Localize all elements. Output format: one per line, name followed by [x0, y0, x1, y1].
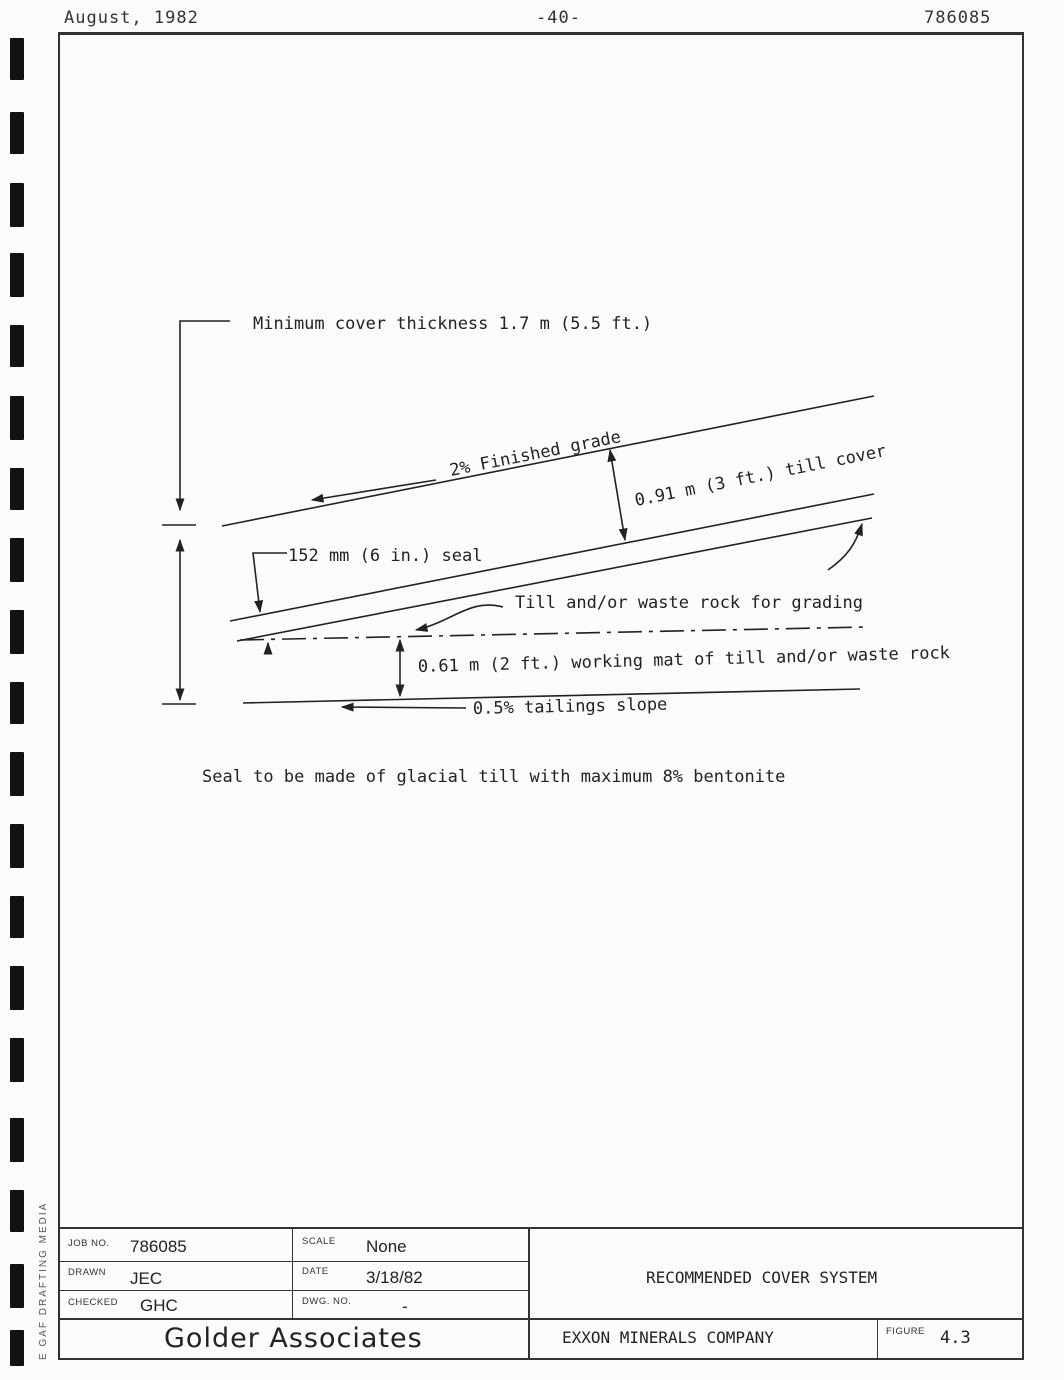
firm-name: Golder Associates: [164, 1323, 423, 1354]
min-cover-label: Minimum cover thickness 1.7 m (5.5 ft.): [253, 314, 653, 334]
figure-number: 4.3: [940, 1328, 971, 1348]
drawn-value: JEC: [130, 1269, 163, 1288]
dwg-no-value: -: [402, 1297, 408, 1316]
seal-bottom-line: [237, 518, 872, 641]
tailings-slope-label: 0.5% tailings slope: [472, 694, 668, 719]
seal-note: Seal to be made of glacial till with maximum 8% bentonite: [202, 767, 786, 787]
seal-leader: [253, 553, 287, 612]
scale-value: None: [366, 1237, 407, 1256]
title-block-divider: [528, 1229, 530, 1358]
checked-label: CHECKED: [68, 1297, 118, 1308]
grading-fill-base-line: [240, 627, 868, 640]
checked-value: GHC: [140, 1296, 178, 1315]
drawing-title: RECOMMENDED COVER SYSTEM: [646, 1268, 878, 1287]
paper-manufacturer-print: E GAF DRAFTING MEDIA: [38, 1201, 49, 1360]
header-document-number: 786085: [924, 8, 992, 28]
dwg-no-label: DWG. NO.: [302, 1296, 352, 1307]
min-cover-leader: [180, 321, 230, 510]
client-name: EXXON MINERALS COMPANY: [562, 1328, 774, 1347]
drawn-label: DRAWN: [68, 1267, 107, 1278]
figure-box-rule: [877, 1320, 878, 1358]
scale-label: SCALE: [302, 1236, 336, 1247]
working-mat-label: 0.61 m (2 ft.) working mat of till and/or waste rock: [417, 643, 951, 677]
title-block-row-rule: [60, 1290, 528, 1291]
figure-label: FIGURE: [886, 1326, 925, 1337]
title-block-row-rule: [60, 1261, 528, 1262]
date-value: 3/18/82: [366, 1268, 423, 1287]
till-cover-dim-line: [610, 450, 625, 540]
grading-fill-right-leader: [828, 524, 862, 570]
finished-grade-arrow: [312, 480, 436, 500]
title-block-col-rule: [292, 1229, 293, 1318]
title-block-top-rule: [60, 1227, 1022, 1229]
header-date: August, 1982: [64, 8, 199, 28]
grading-fill-leader: [416, 605, 503, 630]
finished-grade-label: 2% Finished grade: [448, 427, 623, 481]
header-page-number: -40-: [536, 8, 581, 28]
tailings-slope-arrow: [342, 707, 466, 708]
till-cover-label: 0.91 m (3 ft.) till cover: [633, 441, 888, 511]
job-no-value: 786085: [130, 1237, 187, 1256]
date-label: DATE: [302, 1266, 329, 1277]
grading-fill-label: Till and/or waste rock for grading: [515, 593, 863, 613]
job-no-label: JOB NO.: [68, 1238, 110, 1249]
seal-label: 152 mm (6 in.) seal: [288, 546, 483, 566]
